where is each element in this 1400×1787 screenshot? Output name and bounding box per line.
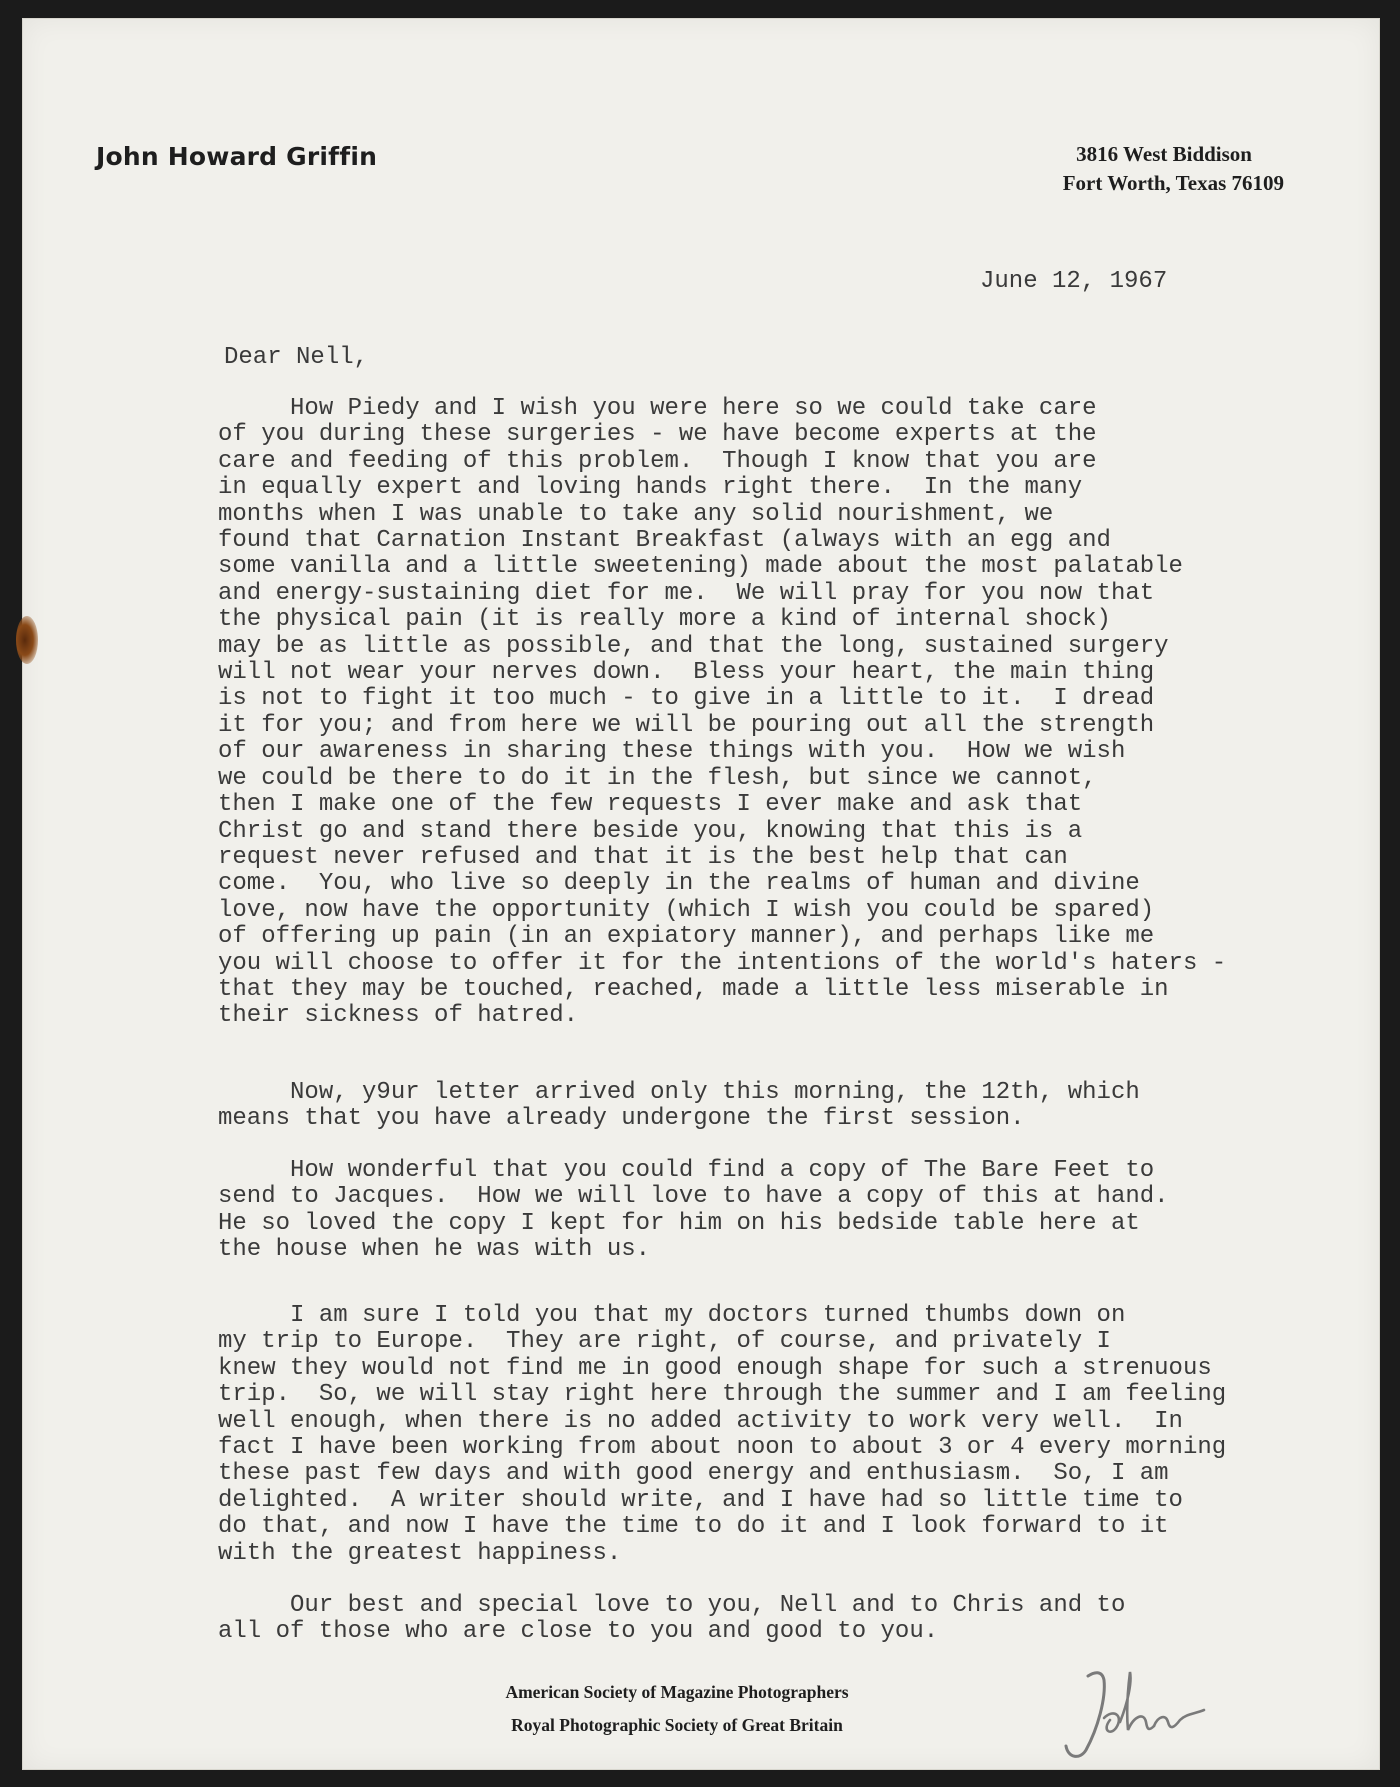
paragraph-3: How wonderful that you could find a copy of The Bare Feet to send to Jacques. How we will love to have a copy of this at hand. He so loved the copy I kept for him on his bedside table here at the house when he was with us. (218, 1157, 1169, 1264)
footer-affiliation-1: American Society of Magazine Photographers (505, 1682, 849, 1702)
paragraph-1: How Piedy and I wish you were here so we could take care of you during these surgeries - we have become experts at the care and feeding of this problem. Though I know that you are in equally expert and loving hands right there. In the many months when I was unable to take any solid nourishment, we found that Carnation Instant Breakfast (always with an egg and some vanilla and a little sweetening) made about the most palatable and energy-sustaining diet for me. We will pray for you now that the physical pain (it is really more a kind of internal shock) may be as little as possible, and that the long, sustained surgery will not wear your nerves down. Bless your heart, the main thing is not to fight it too much - to give in a little to it. I dread it for you; and from here we will be pouring out all the strength of our awareness in sharing these things with you. How we wish we could be there to do it in the flesh, but since we cannot, then I make one of the few requests I ever make and ask that Christ go and stand there beside you, knowing that this is a request never refused and that it is the best help that can come. You, who live so deeply in the realms of human and divine love, now have the opportunity (which I wish you could be spared) of offering up pain (in an expiatory manner), and perhaps like me you will choose to offer it for the intentions of the world's haters - that they may be touched, reached, made a little less miserable in their sickness of hatred. (218, 395, 1227, 1030)
handwritten-signature (1058, 1658, 1208, 1768)
rust-stain (16, 616, 38, 664)
address-city: Fort Worth, Texas 76109 (1062, 171, 1284, 195)
salutation: Dear Nell, (224, 344, 369, 371)
letter-date: June 12, 1967 (980, 268, 1168, 295)
paragraph-4: I am sure I told you that my doctors turned thumbs down on my trip to Europe. They are right, of course, and privately I knew they would not find me in good enough shape for such a strenuous trip. So, we will stay right here through the summer and I am feeling well enough, when there is no added activity to work very well. In fact I have been working from about noon to about 3 or 4 every morning these past few days and with good energy and enthusiasm. So, I am delighted. A writer should write, and I have had so little time to do that, and now I have the time to do it and I look forward to it with the greatest happiness. (218, 1302, 1227, 1567)
letter-page (22, 18, 1380, 1770)
letterhead-address (1063, 140, 1284, 198)
footer-affiliation-2: Royal Photographic Society of Great Britain (511, 1715, 843, 1735)
paragraph-5: Our best and special love to you, Nell and to Chris and to all of those who are close to you and good to you. (218, 1592, 1126, 1646)
letterhead-name: John Howard Griffin (96, 142, 378, 171)
paragraph-2: Now, y9ur letter arrived only this morning, the 12th, which means that you have already undergone the first session. (218, 1079, 1140, 1133)
address-street: 3816 West Biddison (1076, 142, 1252, 166)
